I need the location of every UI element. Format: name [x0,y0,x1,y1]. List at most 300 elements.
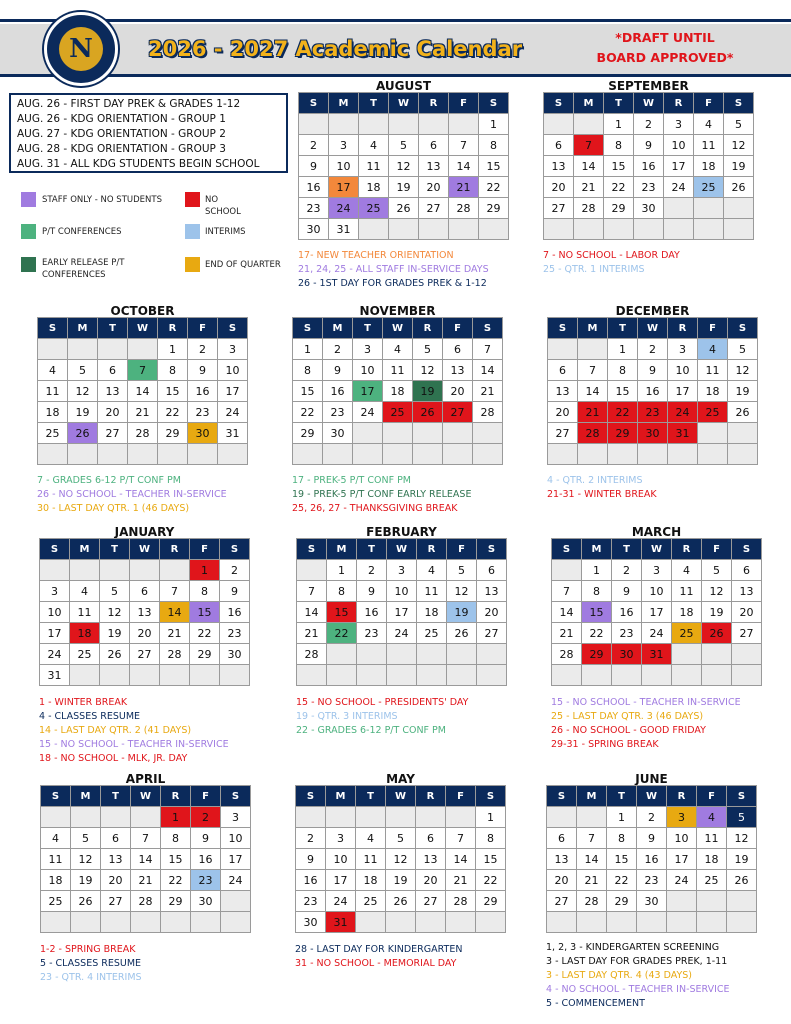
day-cell: 1 [476,807,506,828]
day-cell: 6 [419,135,449,156]
empty-cell [353,423,383,444]
month-name: DECEMBER [615,304,690,318]
kdg-note: AUG. 28 - KDG ORIENTATION - GROUP 3 [17,143,226,155]
day-cell: 29 [190,644,220,665]
day-cell: 26 [724,177,754,198]
weekday-header: M [70,539,100,560]
day-cell: 25 [672,623,702,644]
month-note: 15 - NO SCHOOL - TEACHER IN-SERVICE [39,739,229,750]
empty-cell [419,114,449,135]
empty-cell [578,339,608,360]
day-cell: 1 [190,560,220,581]
day-cell: 18 [38,402,68,423]
day-cell: 10 [387,581,417,602]
empty-cell [698,444,728,465]
day-cell: 2 [323,339,353,360]
day-cell: 11 [697,828,727,849]
empty-cell [387,665,417,686]
day-cell: 10 [326,849,356,870]
weekday-header: S [293,318,323,339]
empty-cell [70,665,100,686]
day-cell: 16 [357,602,387,623]
empty-cell [727,912,757,933]
legend-label-interims: INTERIMS [205,227,246,237]
empty-cell [101,807,131,828]
day-cell: 3 [326,828,356,849]
month-note: 21, 24, 25 - ALL STAFF IN-SERVICE DAYS [298,264,489,275]
day-cell: 28 [128,423,158,444]
empty-cell [447,644,477,665]
empty-cell [604,219,634,240]
day-cell: 7 [449,135,479,156]
empty-cell [188,444,218,465]
day-cell: 17 [668,381,698,402]
empty-cell [386,807,416,828]
weekday-header: S [220,539,250,560]
day-cell: 3 [642,560,672,581]
day-cell: 23 [323,402,353,423]
empty-cell [353,444,383,465]
day-cell: 12 [727,828,757,849]
day-cell: 9 [612,581,642,602]
day-cell: 19 [71,870,101,891]
empty-cell [698,423,728,444]
legend-swatch-interims [185,224,200,239]
day-cell: 24 [664,177,694,198]
empty-cell [70,560,100,581]
month-note: 21-31 - WINTER BREAK [547,489,657,500]
day-cell: 6 [732,560,762,581]
month-note: 31 - NO SCHOOL - MEMORIAL DAY [295,958,457,969]
month-note: 5 - COMMENCEMENT [546,998,645,1009]
day-cell: 26 [389,198,419,219]
day-cell: 23 [634,177,664,198]
empty-cell [131,912,161,933]
day-cell: 1 [604,114,634,135]
day-cell: 7 [160,581,190,602]
day-cell: 19 [413,381,443,402]
day-cell: 21 [128,402,158,423]
month-note: 23 - QTR. 4 INTERIMS [40,972,142,983]
day-cell: 6 [548,360,578,381]
day-cell: 15 [158,381,188,402]
day-cell: 21 [160,623,190,644]
day-cell: 13 [98,381,128,402]
empty-cell [548,339,578,360]
day-cell: 13 [419,156,449,177]
day-cell: 8 [604,135,634,156]
day-cell: 23 [188,402,218,423]
day-cell: 24 [667,870,697,891]
day-cell: 16 [638,381,668,402]
draft-line-2: BOARD APPROVED* [596,50,734,65]
day-cell: 15 [161,849,191,870]
day-cell: 16 [323,381,353,402]
day-cell: 9 [637,828,667,849]
empty-cell [190,665,220,686]
month-note: 4 - NO SCHOOL - TEACHER IN-SERVICE [546,984,730,995]
kdg-note: AUG. 26 - FIRST DAY PREK & GRADES 1-12 [17,98,241,110]
day-cell: 28 [446,891,476,912]
weekday-header: R [667,786,697,807]
month-note: 1, 2, 3 - KINDERGARTEN SCREENING [546,942,720,953]
empty-cell [548,444,578,465]
empty-cell [612,665,642,686]
empty-cell [727,891,757,912]
day-cell: 25 [694,177,724,198]
day-cell: 1 [293,339,323,360]
day-cell: 21 [552,623,582,644]
day-cell: 19 [447,602,477,623]
day-cell: 3 [664,114,694,135]
empty-cell [577,912,607,933]
day-cell: 18 [356,870,386,891]
header-bottom-line [0,74,791,77]
day-cell: 26 [702,623,732,644]
weekday-header: S [41,786,71,807]
empty-cell [356,807,386,828]
day-cell: 9 [323,360,353,381]
day-cell: 26 [68,423,98,444]
weekday-header: R [416,786,446,807]
empty-cell [477,644,507,665]
day-cell: 22 [476,870,506,891]
empty-cell [449,219,479,240]
month-note: 14 - LAST DAY QTR. 2 (41 DAYS) [39,725,192,736]
empty-cell [443,423,473,444]
day-cell: 25 [383,402,413,423]
kdg-note: AUG. 27 - KDG ORIENTATION - GROUP 2 [17,128,226,140]
month-note: 3 - LAST DAY QTR. 4 (43 DAYS) [546,970,693,981]
day-cell: 18 [697,849,727,870]
day-cell: 23 [220,623,250,644]
empty-cell [574,114,604,135]
day-cell: 13 [130,602,160,623]
empty-cell [552,560,582,581]
month-name: MARCH [631,525,682,539]
month-notes [543,249,763,277]
empty-cell [728,423,758,444]
day-cell: 15 [479,156,509,177]
weekday-header: R [158,318,188,339]
month-notes [296,696,516,738]
day-cell: 19 [702,602,732,623]
day-cell: 29 [476,891,506,912]
weekday-header: F [698,318,728,339]
day-cell: 20 [101,870,131,891]
empty-cell [446,807,476,828]
day-cell: 17 [664,156,694,177]
month-notes [40,943,260,985]
empty-cell [446,912,476,933]
day-cell: 2 [188,339,218,360]
day-cell: 20 [548,402,578,423]
day-cell: 19 [724,156,754,177]
weekday-header: F [449,93,479,114]
weekday-header: T [604,93,634,114]
empty-cell [694,198,724,219]
weekday-header: F [447,539,477,560]
day-cell: 20 [443,381,473,402]
day-cell: 4 [41,828,71,849]
day-cell: 5 [71,828,101,849]
day-cell: 26 [447,623,477,644]
empty-cell [389,114,419,135]
day-cell: 29 [608,423,638,444]
day-cell: 4 [417,560,447,581]
day-cell: 11 [38,381,68,402]
day-cell: 10 [353,360,383,381]
day-cell: 3 [668,339,698,360]
empty-cell [608,444,638,465]
month-grid [546,785,757,933]
day-cell: 14 [577,849,607,870]
day-cell: 1 [161,807,191,828]
day-cell: 1 [327,560,357,581]
day-cell: 18 [359,177,389,198]
weekday-header: F [694,93,724,114]
day-cell: 11 [356,849,386,870]
day-cell: 13 [416,849,446,870]
day-cell: 14 [160,602,190,623]
month-name: OCTOBER [110,304,175,318]
weekday-header: M [329,93,359,114]
weekday-header: R [160,539,190,560]
weekday-header: W [638,318,668,339]
day-cell: 30 [220,644,250,665]
day-cell: 4 [672,560,702,581]
day-cell: 11 [417,581,447,602]
legend-label-staff-only: STAFF ONLY - NO STUDENTS [42,195,162,205]
empty-cell [98,444,128,465]
empty-cell [728,444,758,465]
day-cell: 6 [547,828,577,849]
day-cell: 16 [191,849,221,870]
empty-cell [702,665,732,686]
day-cell: 25 [356,891,386,912]
day-cell: 2 [638,339,668,360]
empty-cell [326,807,356,828]
day-cell: 6 [101,828,131,849]
day-cell: 10 [221,828,251,849]
day-cell: 17 [326,870,356,891]
day-cell: 1 [582,560,612,581]
day-cell: 20 [547,870,577,891]
day-cell: 5 [727,807,757,828]
empty-cell [38,444,68,465]
month-name: APRIL [125,772,166,786]
empty-cell [221,912,251,933]
day-cell: 21 [473,381,503,402]
empty-cell [158,444,188,465]
weekday-header: S [548,318,578,339]
empty-cell [672,644,702,665]
day-cell: 14 [473,360,503,381]
day-cell: 9 [299,156,329,177]
day-cell: 9 [220,581,250,602]
day-cell: 12 [702,581,732,602]
month-grid [292,317,503,465]
day-cell: 17 [642,602,672,623]
empty-cell [128,444,158,465]
day-cell: 28 [577,891,607,912]
month-name: JUNE [635,772,668,786]
month-note: 18 - NO SCHOOL - MLK, JR. DAY [39,753,188,764]
weekday-header: T [357,539,387,560]
day-cell: 27 [98,423,128,444]
weekday-header: M [574,93,604,114]
day-cell: 8 [476,828,506,849]
day-cell: 8 [293,360,323,381]
day-cell: 29 [161,891,191,912]
empty-cell [389,219,419,240]
empty-cell [160,665,190,686]
day-cell: 16 [296,870,326,891]
empty-cell [667,891,697,912]
day-cell: 11 [41,849,71,870]
empty-cell [329,114,359,135]
empty-cell [544,219,574,240]
legend-swatch-pt-conferences [21,224,36,239]
day-cell: 31 [668,423,698,444]
month-notes [39,696,259,766]
weekday-header: W [386,786,416,807]
empty-cell [724,219,754,240]
day-cell: 26 [413,402,443,423]
legend-swatch-early-release [21,257,36,272]
month-grid [296,538,507,686]
weekday-header: S [221,786,251,807]
day-cell: 15 [607,849,637,870]
weekday-header: M [71,786,101,807]
day-cell: 14 [297,602,327,623]
day-cell: 23 [612,623,642,644]
day-cell: 13 [443,360,473,381]
day-cell: 24 [221,870,251,891]
day-cell: 26 [728,402,758,423]
day-cell: 10 [664,135,694,156]
month-note: 30 - LAST DAY QTR. 1 (46 DAYS) [37,503,190,514]
day-cell: 10 [667,828,697,849]
day-cell: 15 [293,381,323,402]
empty-cell [356,912,386,933]
day-cell: 13 [548,381,578,402]
month-note: 15 - NO SCHOOL - PRESIDENTS' DAY [296,697,469,708]
empty-cell [357,644,387,665]
day-cell: 13 [101,849,131,870]
day-cell: 27 [443,402,473,423]
day-cell: 19 [727,849,757,870]
day-cell: 2 [637,807,667,828]
weekday-header: T [100,539,130,560]
day-cell: 7 [552,581,582,602]
day-cell: 14 [552,602,582,623]
day-cell: 22 [582,623,612,644]
day-cell: 26 [727,870,757,891]
empty-cell [383,423,413,444]
day-cell: 11 [672,581,702,602]
day-cell: 16 [188,381,218,402]
month-name: JANUARY [114,525,175,539]
day-cell: 28 [552,644,582,665]
empty-cell [667,912,697,933]
empty-cell [577,807,607,828]
weekday-header: F [443,318,473,339]
weekday-header: T [359,93,389,114]
day-cell: 17 [218,381,248,402]
day-cell: 30 [299,219,329,240]
day-cell: 21 [131,870,161,891]
empty-cell [383,444,413,465]
empty-cell [664,198,694,219]
day-cell: 12 [413,360,443,381]
day-cell: 30 [634,198,664,219]
day-cell: 18 [672,602,702,623]
empty-cell [638,444,668,465]
day-cell: 4 [356,828,386,849]
day-cell: 25 [359,198,389,219]
day-cell: 15 [190,602,220,623]
day-cell: 2 [191,807,221,828]
weekday-header: S [724,93,754,114]
day-cell: 30 [296,912,326,933]
day-cell: 7 [297,581,327,602]
day-cell: 30 [188,423,218,444]
weekday-header: S [732,539,762,560]
empty-cell [130,665,160,686]
empty-cell [357,665,387,686]
weekday-header: W [634,93,664,114]
empty-cell [38,339,68,360]
empty-cell [732,665,762,686]
day-cell: 9 [357,581,387,602]
weekday-header: M [327,539,357,560]
weekday-header: W [131,786,161,807]
day-cell: 3 [40,581,70,602]
day-cell: 7 [446,828,476,849]
weekday-header: T [353,318,383,339]
day-cell: 17 [40,623,70,644]
day-cell: 20 [419,177,449,198]
empty-cell [724,198,754,219]
day-cell: 2 [634,114,664,135]
day-cell: 11 [359,156,389,177]
month-name: FEBRUARY [366,525,437,539]
weekday-header: T [356,786,386,807]
weekday-header: W [387,539,417,560]
day-cell: 10 [668,360,698,381]
empty-cell [327,644,357,665]
month-note: 7 - NO SCHOOL - LABOR DAY [543,250,680,261]
empty-cell [634,219,664,240]
empty-cell [161,912,191,933]
month-note: 19 - PREK-5 P/T CONF EARLY RELEASE [292,489,472,500]
day-cell: 20 [98,402,128,423]
weekday-header: S [299,93,329,114]
weekday-header: F [702,539,732,560]
day-cell: 18 [694,156,724,177]
weekday-header: S [218,318,248,339]
empty-cell [578,444,608,465]
day-cell: 18 [41,870,71,891]
day-cell: 22 [293,402,323,423]
legend-label-early-release: EARLY RELEASE P/T CONFERENCES [42,258,125,280]
day-cell: 13 [477,581,507,602]
day-cell: 23 [357,623,387,644]
weekday-header: T [98,318,128,339]
day-cell: 28 [160,644,190,665]
day-cell: 20 [544,177,574,198]
